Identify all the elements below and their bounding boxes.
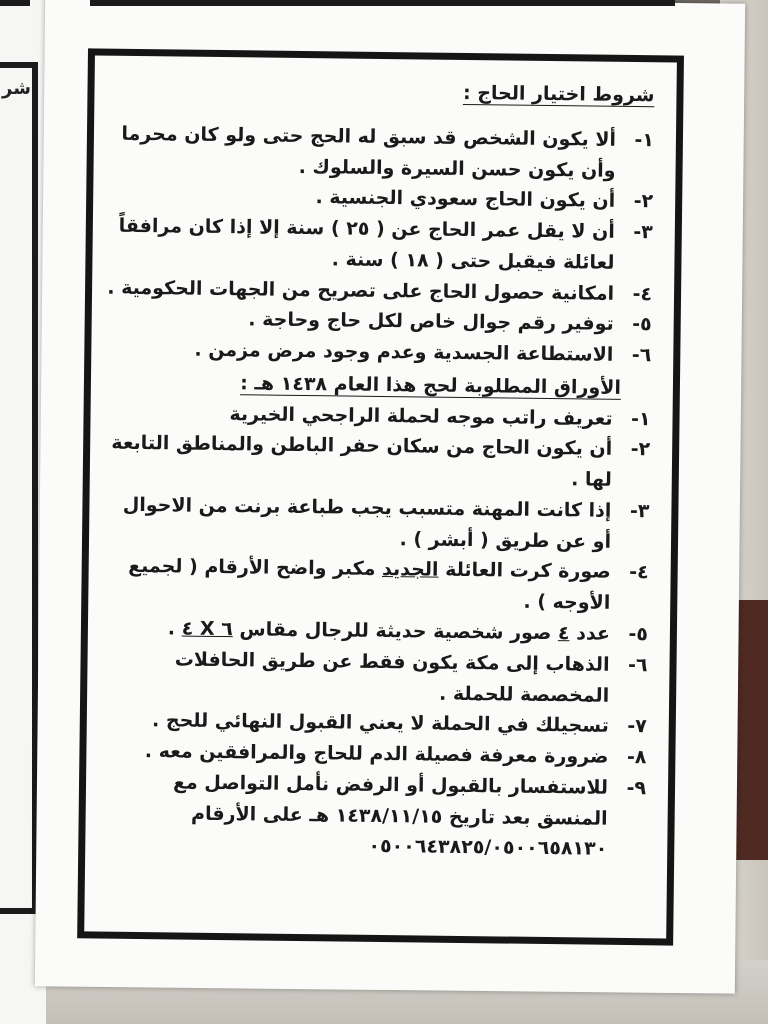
list-item-text: للاستفسار بالقبول أو الرفض نأمل التواصل مع المنسق بعد تاريخ ١٤٣٨/١١/١٥ هـ على الأرقام	[172, 771, 609, 830]
list-item-text: عدد ٤ صور شخصية حديثة للرجال مقاس ٤ X ٦ .	[167, 617, 611, 645]
list-item-text: تعريف راتب موجه لحملة الراجحي الخيرية	[229, 402, 613, 430]
underlined-word: الجديد	[381, 558, 439, 582]
section-title-documents: الأوراق المطلوبة لحج هذا العام ١٤٣٨ هـ :	[240, 372, 622, 399]
list-item-text: أن يكون الحاج من سكان حفر الباطن والمناطق التابعة لها .	[111, 432, 613, 491]
conditions-list	[105, 118, 654, 371]
list-item: ٦- الذهاب إلى مكة يكون فقط عن طريق الحافلات المخصصة للحملة .	[174, 648, 648, 707]
list-item-text: ألا يكون الشخص قد سبق له الحج حتى ولو كان محرما وأن يكون حسن السيرة والسلوك .	[121, 122, 617, 182]
list-item-text: أن يكون الحاج سعودي الجنسية .	[315, 186, 616, 213]
list-item-text: امكانية حصول الحاج على تصريح من الجهات الحكومية .	[107, 276, 615, 305]
sheet-top-rule	[90, 0, 675, 6]
underlined-size: ٤ X ٦	[181, 617, 233, 641]
list-item-text: توفير رقم جوال خاص لكل حاج وحاجة .	[248, 308, 614, 336]
list-item: ١- ألا يكون الشخص قد سبق له الحج حتى ولو كان محرما وأن يكون حسن السيرة والسلوك .	[121, 122, 655, 182]
list-item: ٨- ضرورة معرفة فصيلة الدم للحاج والمرافقين معه .	[144, 740, 647, 769]
list-item-text: الاستطاعة الجسدية وعدم وجود مرض مزمن .	[194, 338, 614, 366]
list-item-text: الذهاب إلى مكة يكون فقط عن طريق الحافلات المخصصة للحملة .	[174, 648, 610, 707]
list-item: ٥- توفير رقم جوال خاص لكل حاج وحاجة .	[248, 308, 652, 336]
list-item-text: إذا كانت المهنة متسبب يجب طباعة برنت من الاحوال أو عن طريق ( أبشر ) .	[122, 493, 612, 553]
list-item-text: ضرورة معرفة فصيلة الدم للحاج والمرافقين معه .	[144, 740, 609, 768]
list-item: ٧- تسجيلك في الحملة لا يعني القبول النهائي للحج .	[151, 709, 647, 738]
notice-frame	[77, 48, 684, 945]
underlined-count: ٤	[557, 622, 570, 645]
adjacent-sheet-rule	[0, 0, 30, 6]
list-item: ٩- للاستفسار بالقبول أو الرفض نأمل التواصل مع المنسق بعد تاريخ ١٤٣٨/١١/١٥ هـ على الأرقام	[172, 771, 647, 830]
list-item: ٦- الاستطاعة الجسدية وعدم وجود مرض مزمن .	[194, 338, 652, 367]
list-item: ٤- صورة كرت العائلة الجديد مكبر واضح الأرقام ( لجميع الأوجه ) .	[128, 555, 649, 615]
list-item-text: أن لا يقل عمر الحاج عن ( ٢٥ ) سنة إلا إذا كان مرافقاً لعائلة فيقبل حتى ( ١٨ ) سنة .	[118, 214, 615, 274]
adjacent-sheet-text: شر	[2, 78, 31, 99]
adjacent-sheet-frame	[0, 62, 38, 914]
documents-list	[99, 397, 650, 834]
list-item: ٣- إذا كانت المهنة متسبب يجب طباعة برنت من الاحوال أو عن طريق ( أبشر ) .	[122, 493, 650, 553]
list-item-text: تسجيلك في الحملة لا يعني القبول النهائي للحج .	[151, 709, 609, 738]
list-item-text: صورة كرت العائلة الجديد مكبر واضح الأرقام ( لجميع الأوجه ) .	[128, 555, 611, 615]
list-item: ١- تعريف راتب موجه لحملة الراجحي الخيرية	[229, 402, 651, 430]
phone-numbers: ٠٥٠٠٦٤٣٨٢٥/٠٥٠٠٦٥٨١٣٠	[368, 835, 608, 861]
list-item: ٥- عدد ٤ صور شخصية حديثة للرجال مقاس ٤ X ٦ .	[167, 617, 649, 646]
section-title-conditions: شروط اختيار الحاج :	[462, 81, 655, 107]
list-item: ٤- امكانية حصول الحاج على تصريح من الجهات الحكومية .	[107, 276, 653, 305]
list-item: ٣- أن لا يقل عمر الحاج عن ( ٢٥ ) سنة إلا إذا كان مرافقاً لعائلة فيقبل حتى ( ١٨ ) سنة .	[118, 214, 653, 274]
list-item: ٢- أن يكون الحاج من سكان حفر الباطن والمناطق التابعة لها .	[111, 432, 651, 491]
list-item: ٢- أن يكون الحاج سعودي الجنسية .	[315, 186, 654, 213]
